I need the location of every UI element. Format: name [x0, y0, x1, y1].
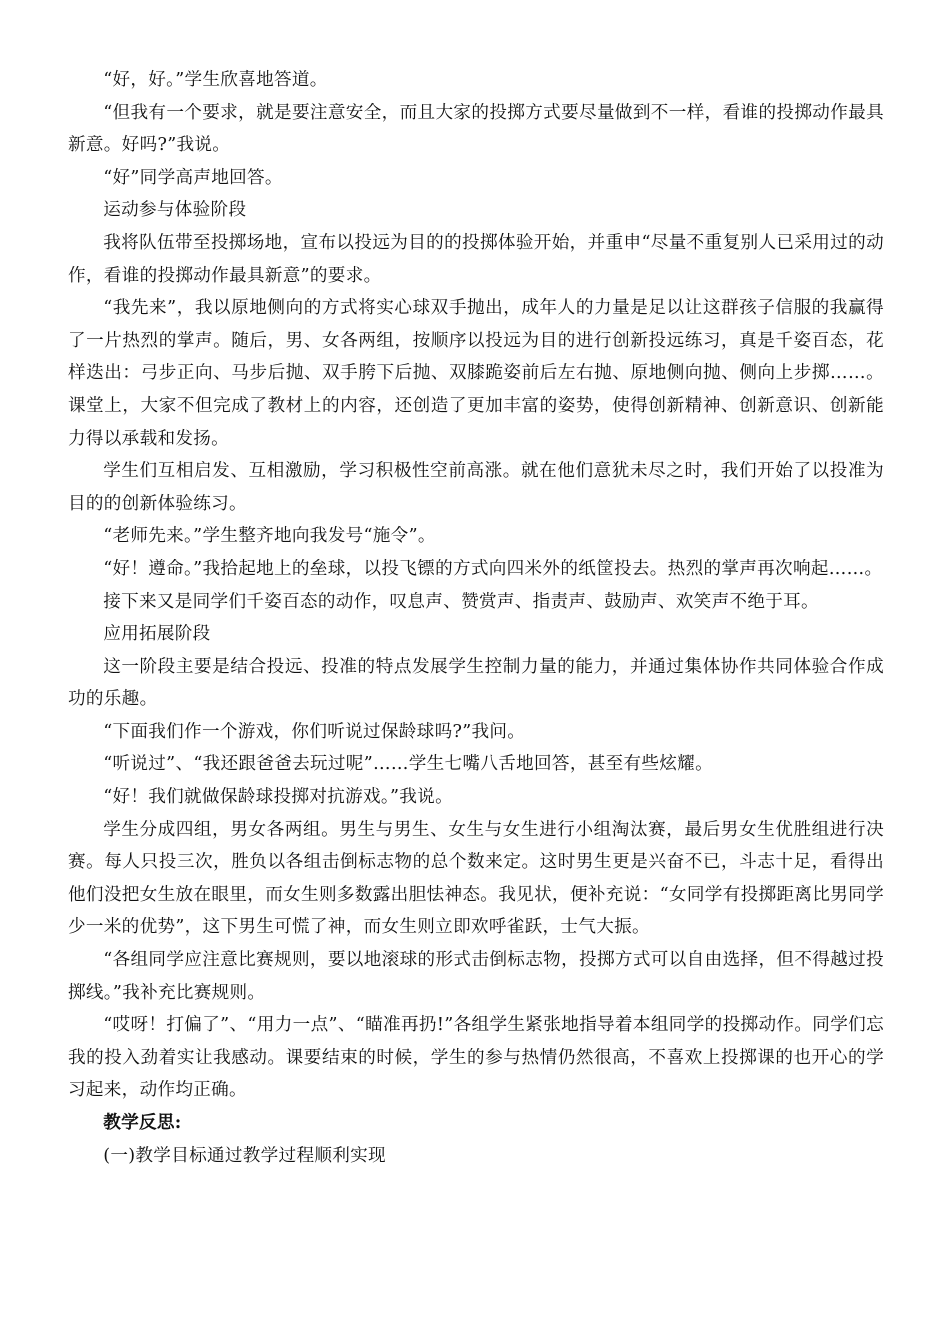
paragraph: “老师先来。”学生整齐地向我发号“施令”。	[103, 526, 436, 547]
paragraph: 学生们互相启发、互相激励，学习积极性空前高涨。就在他们意犹未尽之时，我们开始了以投准为目的的创新体验练习。	[68, 461, 884, 514]
paragraph: “下面我们作一个游戏，你们听说过保龄球吗?”我问。	[103, 721, 526, 742]
paragraph: 学生分成四组，男女各两组。男生与男生、女生与女生进行小组淘汰赛，最后男女生优胜组进行决赛。每人只投三次，胜负以各组击倒标志物的总个数来定。这时男生更是兴奋不已，斗志十足，看得出他们没把女生放在眼里，而女生则多数露出胆怯神态。我见状，便补充说：“女同学有投掷距离比男同学少一米的优势”，这下男生可慌了神，而女生则立即欢呼雀跃，士气大振。	[68, 819, 884, 938]
paragraph: “哎呀！打偏了”、“用力一点”、“瞄准再扔!”各组学生紧张地指导着本组同学的投掷动作。同学们忘我的投入劲着实让我感动。课要结束的时候，学生的参与热情仍然很高，不喜欢上投掷课的也开心的学习起来，动作均正确。	[68, 1015, 884, 1101]
paragraph: “好！遵命。”我拾起地上的垒球，以投飞镖的方式向四米外的纸筐投去。热烈的掌声再次响起……。	[103, 558, 883, 579]
paragraph: “我先来”，我以原地侧向的方式将实心球双手抛出，成年人的力量是足以让这群孩子信服的我赢得了一片热烈的掌声。随后，男、女各两组，按顺序以投远为目的进行创新投远练习，真是千姿百态，花样迭出：弓步正向、马步后抛、双手胯下后抛、双膝跪姿前后左右抛、原地侧向抛、侧向上步掷……。课堂上，大家不但完成了教材上的内容，还创造了更加丰富的姿势，使得创新精神、创新意识、创新能力得以承载和发扬。	[68, 298, 884, 449]
paragraph: 这一阶段主要是结合投远、投准的特点发展学生控制力量的能力，并通过集体协作共同体验合作成功的乐趣。	[68, 656, 884, 710]
reflection-heading: 教学反思:	[103, 1112, 182, 1133]
document-page	[68, 64, 884, 1172]
paragraph: “听说过”、“我还跟爸爸去玩过呢”……学生七嘴八舌地回答，甚至有些炫耀。	[103, 754, 713, 775]
section-heading: 应用拓展阶段	[103, 624, 211, 645]
paragraph: “好”同学高声地回答。	[103, 167, 283, 188]
paragraph: “各组同学应注意比赛规则，要以地滚球的形式击倒标志物，投掷方式可以自由选择，但不得越过投掷线。”我补充比赛规则。	[68, 950, 884, 1003]
paragraph: 接下来又是同学们千姿百态的动作，叹息声、赞赏声、指责声、鼓励声、欢笑声不绝于耳。	[103, 591, 819, 612]
section-heading: 运动参与体验阶段	[103, 200, 247, 221]
subsection-heading: (一)教学目标通过教学过程顺利实现	[103, 1145, 386, 1166]
paragraph: “好，好。”学生欣喜地答道。	[103, 70, 328, 90]
paragraph: 我将队伍带至投掷场地，宣布以投远为目的的投掷体验开始，并重申“尽量不重复别人已采用过的动作，看谁的投掷动作最具新意”的要求。	[68, 232, 884, 286]
paragraph: “好！我们就做保龄球投掷对抗游戏。”我说。	[103, 787, 453, 808]
paragraph: “但我有一个要求，就是要注意安全，而且大家的投掷方式要尽量做到不一样，看谁的投掷动作最具新意。好吗?”我说。	[68, 102, 884, 156]
